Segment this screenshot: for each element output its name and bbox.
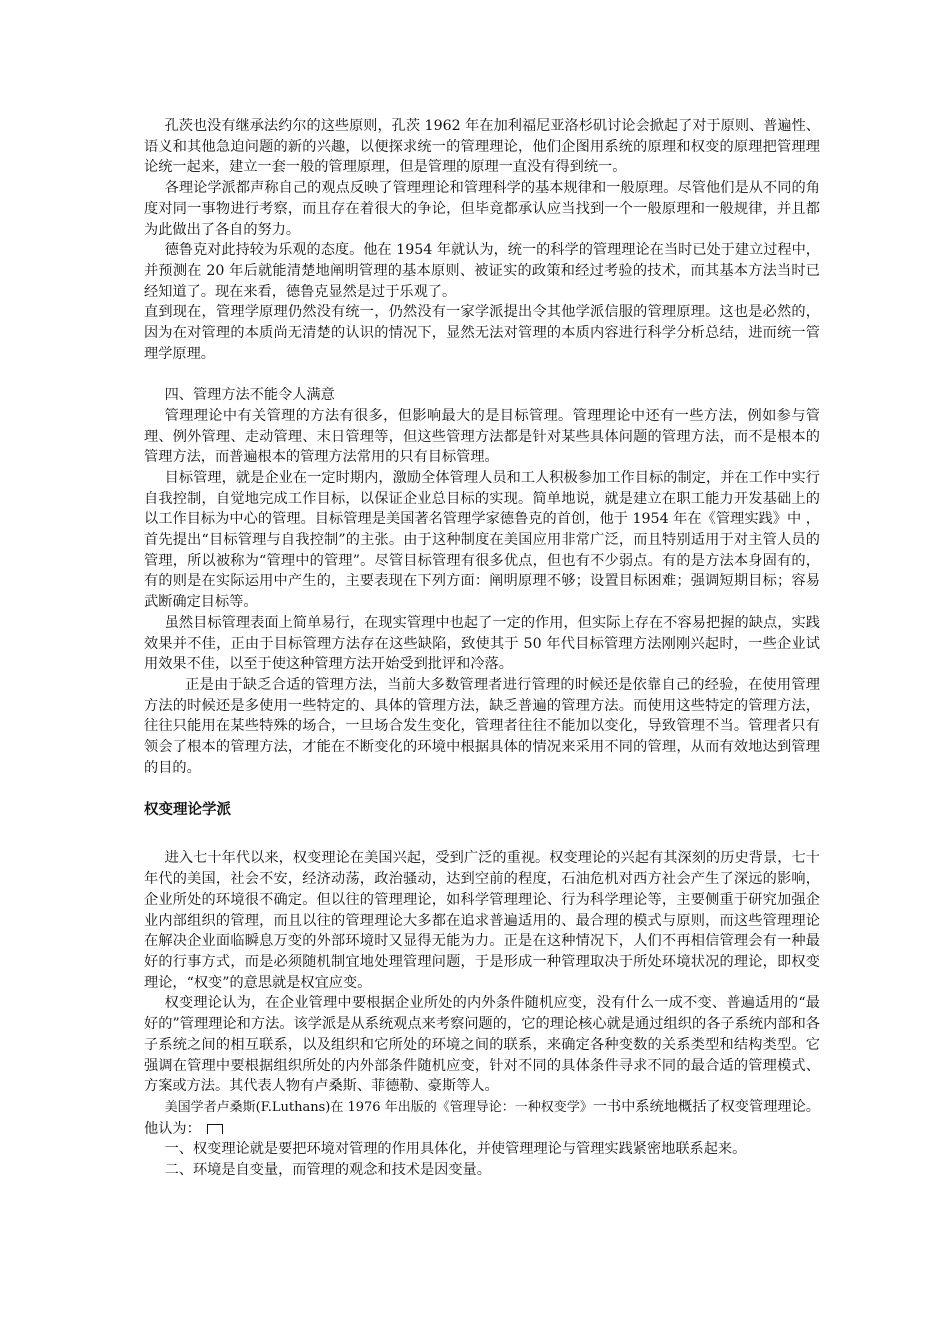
paragraph: 德鲁克对此持较为乐观的态度。他在 1954 年就认为，统一的科学的管理理论在当时已处于建立过程中，并预测在 20 年后就能清楚地阐明管理的基本原则、被证实的政策和经过考验的技术，而其基本方法当时已经知道了。现在来看，德鲁克显然是过于乐观了。 xyxy=(144,242,820,300)
section-heading: 权变理论学派 xyxy=(144,802,231,819)
paragraph: 权变理论认为，在企业管理中要根据企业所处的内外条件随机应变，没有什么一成不变、普遍适用的“最好的”管理理论和方法。该学派是从系统观点来考察问题的，它的理论核心就是通过组织的各子系统内部和各子系统之间的相互联系，以及组织和它所处的环境之间的联系，来确定各种变数的关系类型和结构类型。它强调在管理中要根据组织所处的内外部条件随机应变，针对不同的具体条件寻求不同的最合适的管理模式、方案或方法。其代表人物有卢桑斯、菲德勒、豪斯等人。 xyxy=(144,995,820,1095)
luthans-citation: 美国学者卢桑斯(F.Luthans)在 1976 年出版的《管理导论：一种权变学》 xyxy=(164,1099,593,1115)
list-item: 二、环境是自变量，而管理的观念和技术是因变量。 xyxy=(164,1162,491,1179)
spacer xyxy=(144,820,820,848)
paragraph: 各理论学派都声称自己的观点反映了管理理论和管理科学的基本规律和一般原理。尽管他们是从不同的角度对同一事物进行考察，而且存在着很大的争论，但毕竟都承认应当找到一个一般原理和一般规律，并且都为此做出了各自的努力。 xyxy=(144,180,820,238)
document-page xyxy=(144,116,820,1181)
paragraph: 进入七十年代以来，权变理论在美国兴起，受到广泛的重视。权变理论的兴起有其深刻的历史背景，七十年代的美国，社会不安，经济动荡，政治骚动，达到空前的程度，石油危机对西方社会产生了深远的影响，企业所处的环境很不确定。但以往的管理理论，如科学管理理论、行为科学理论等，主要侧重于研究加强企业内部组织的管理，而且以往的管理理论大多都在追求普遍适用的、最合理的模式与原则，而这些管理理论在解决企业面临瞬息万变的外部环境时又显得无能为力。正是在这种情况下，人们不再相信管理会有一种最好的行事方式，而是必须随机制宜地处理管理问题，于是形成一种管理取决于所处环境状况的理论，即权变理论，“权变”的意思就是权宜应变。 xyxy=(144,850,820,991)
spacer xyxy=(144,778,820,800)
paragraph: 孔茨也没有继承法约尔的这些原则，孔茨 1962 年在加利福尼亚洛杉矶讨论会掀起了对于原则、普遍性、语义和其他急迫问题的新的兴趣，以便探求统一的管理理论，他们企图用系统的原理和权变的原理把管理理论统一起来，建立一套一般的管理原理，但是管理的原理一直没有得到统一。 xyxy=(144,118,820,176)
paragraph: 直到现在，管理学原理仍然没有统一，仍然没有一家学派提出令其他学派信服的管理原理。这也是必然的，因为在对管理的本质尚无清楚的认识的情况下，显然无法对管理的本质内容进行科学分析总结，进而统一管理学原理。 xyxy=(144,304,820,362)
luthans-text: 一书中系统地概括了权变管理理论。他认为： xyxy=(144,1098,820,1137)
spacer xyxy=(144,364,820,385)
bracket-mark-icon xyxy=(207,1124,223,1134)
paragraph xyxy=(144,1097,820,1139)
paragraph: 正是由于缺乏合适的管理方法，当前大多数管理者进行管理的时候还是依靠自己的经验，在使用管理方法的时候还是多使用一些特定的、具体的管理方法，缺乏普遍的管理方法。而使用这些特定的管理方法，往往只能用在某些特殊的场合，一旦场合发生变化，管理者往往不能加以变化，导致管理不当。管理者只有领会了根本的管理方法，才能在不断变化的环境中根据具体的情况来采用不同的管理，从而有效地达到管理的目的。 xyxy=(144,676,820,776)
section-title: 四、管理方法不能令人满意 xyxy=(164,387,335,404)
paragraph: 虽然目标管理表面上简单易行，在现实管理中也起了一定的作用，但实际上存在不容易把握的缺点，实践效果并不佳，正由于目标管理方法存在这些缺陷，致使其于 50 年代目标管理方法刚刚兴起时，一些企业试用效果不佳，以至于使这种管理方法开始受到批评和冷落。 xyxy=(144,614,820,673)
paragraph: 管理理论中有关管理的方法有很多，但影响最大的是目标管理。管理理论中还有一些方法，例如参与管理、例外管理、走动管理、末日管理等，但这些管理方法都是针对某些具体问题的管理方法，而不是根本的管理方法，而普遍根本的管理方法常用的只有目标管理。 xyxy=(144,407,820,466)
list-item: 一、权变理论就是要把环境对管理的作用具体化，并使管理理论与管理实践紧密地联系起来。 xyxy=(164,1141,747,1158)
paragraph: 目标管理，就是企业在一定时期内，激励全体管理人员和工人积极参加工作目标的制定，并在工作中实行自我控制，自觉地完成工作目标，以保证企业总目标的实现。简单地说，就是建立在职工能力开发基础上的以工作目标为中心的管理。目标管理是美国著名管理学家德鲁克的首创，他于 1954 年在《管理实践》中 ，首先提出“目标管理与自我控制”的主张。由于这种制度在美国应用非常广泛，而且特别适用于对主管人员的管理，所以被称为“管理中的管理”。尽管目标管理有很多优点，但也有不少弱点。有的是方法本身固有的，有的则是在实际运用中产生的，主要表现在下列方面：阐明原理不够；设置目标困难；强调短期目标；容易武断确定目标等。 xyxy=(144,469,820,611)
